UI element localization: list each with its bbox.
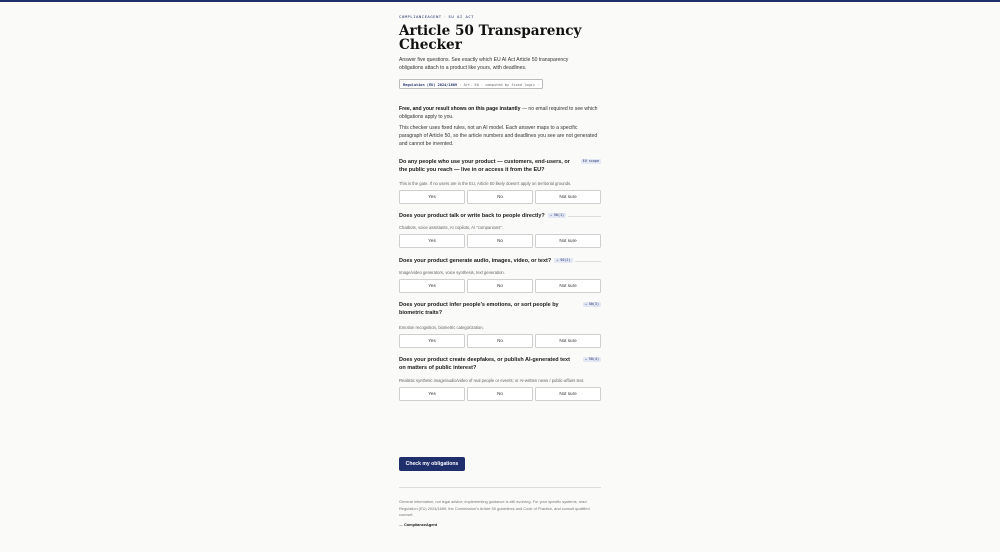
eyebrow-separator: · (443, 14, 447, 19)
question-header (399, 301, 601, 317)
question-help: Emotion recognition, biometric categorization. (399, 324, 484, 330)
regulation-id: Regulation (EU) 2024/1689 (403, 82, 458, 87)
question-help: This is the gate. If no users are in the EU, Article 50 likely doesn't apply on territorial grounds. (399, 180, 572, 186)
question-badge: EU scope (582, 159, 599, 164)
answer-yes-button[interactable]: Yes (399, 387, 465, 401)
signature-dash: — (399, 522, 404, 527)
main-column (399, 14, 601, 401)
question-header (399, 356, 601, 372)
eyebrow (399, 14, 601, 20)
question-header (399, 158, 601, 174)
answer-not-sure-button[interactable]: Not sure (535, 190, 601, 204)
lede: Answer five questions. See exactly which EU AI Act Article 50 transparency obligations attach to a product like yours, with deadlines. (399, 57, 569, 72)
question-50-1 (399, 212, 601, 248)
answer-no-button[interactable]: No (467, 387, 533, 401)
intro-paragraph-1 (399, 105, 601, 121)
answer-not-sure-button[interactable]: Not sure (535, 387, 601, 401)
answer-options (399, 279, 601, 293)
question-50-3 (399, 301, 601, 348)
answer-not-sure-button[interactable]: Not sure (535, 334, 601, 348)
top-accent-bar (0, 0, 1000, 2)
question-badge: → 50(1) (549, 213, 565, 218)
regulation-pill (399, 79, 543, 89)
question-50-2 (399, 257, 601, 293)
answer-no-button[interactable]: No (467, 279, 533, 293)
question-badge: → 50(2) (556, 258, 571, 263)
answer-options (399, 387, 601, 401)
question-title: Does your product talk or write back to people directly? (399, 212, 545, 219)
check-obligations-button[interactable]: Check my obligations (399, 457, 465, 471)
section-label: EU AI ACT (448, 14, 475, 19)
question-title: Does your product create deepfakes, or publish AI-generated text on matters of public interest? (399, 356, 570, 371)
answer-options (399, 190, 601, 204)
question-eu-scope (399, 158, 601, 204)
question-title: Does your product infer people's emotions, or sort people by biometric traits? (399, 301, 559, 316)
question-badge: → 50(4) (584, 357, 599, 362)
answer-yes-button[interactable]: Yes (399, 190, 465, 204)
answer-no-button[interactable]: No (467, 234, 533, 248)
signature (399, 522, 437, 527)
question-badge: → 50(3) (584, 302, 599, 307)
regulation-meta: · Art. 50 · computed by fixed logic · (459, 82, 540, 87)
question-help: Chatbots, voice assistants, AI copilots, AI "companions". (399, 224, 503, 230)
answer-not-sure-button[interactable]: Not sure (535, 279, 601, 293)
page-title: Article 50 Transparency Checker (399, 23, 582, 53)
legal-disclaimer: General information, not legal advice; implementing guidance is still evolving. For your specific systems, read Regulation (EU) 2024/1689, the Commission's Article 50 guidelines and Code of Practice, and consult qualified counsel. (399, 499, 590, 517)
footer-divider (399, 487, 601, 488)
answer-options (399, 334, 601, 348)
answer-options (399, 234, 601, 248)
answer-no-button[interactable]: No (467, 334, 533, 348)
answer-yes-button[interactable]: Yes (399, 279, 465, 293)
question-title: Does your product generate audio, images, video, or text? (399, 257, 552, 264)
answer-not-sure-button[interactable]: Not sure (535, 234, 601, 248)
intro-paragraph-2: This checker uses fixed rules, not an AI model. Each answer maps to a specific paragraph of Article 50, so the article numbers and deadlines you see are not generated and cannot be invented. (399, 125, 598, 148)
signature-brand: ComplianceAgent (403, 522, 438, 527)
header-rule (575, 261, 602, 262)
header-rule (568, 216, 601, 217)
question-header (399, 257, 601, 265)
question-help: Image/video generators, voice synthesis, text generation. (399, 269, 505, 275)
answer-yes-button[interactable]: Yes (399, 234, 465, 248)
question-50-4 (399, 356, 601, 401)
question-help: Realistic synthetic image/audio/video of real people or events; or AI-written news / public-affairs text. (399, 377, 585, 383)
answer-yes-button[interactable]: Yes (399, 334, 465, 348)
question-title: Do any people who use your product — customers, end-users, or the public you reach — live in or access it from the EU? (399, 158, 570, 173)
intro-rest: — no email required to see which obligations apply to you. (399, 105, 598, 120)
question-header (399, 212, 601, 220)
intro-bold: Free, and your result shows on this page instantly (399, 105, 521, 112)
brand-label: COMPLIANCEAGENT (399, 14, 442, 19)
answer-no-button[interactable]: No (467, 190, 533, 204)
